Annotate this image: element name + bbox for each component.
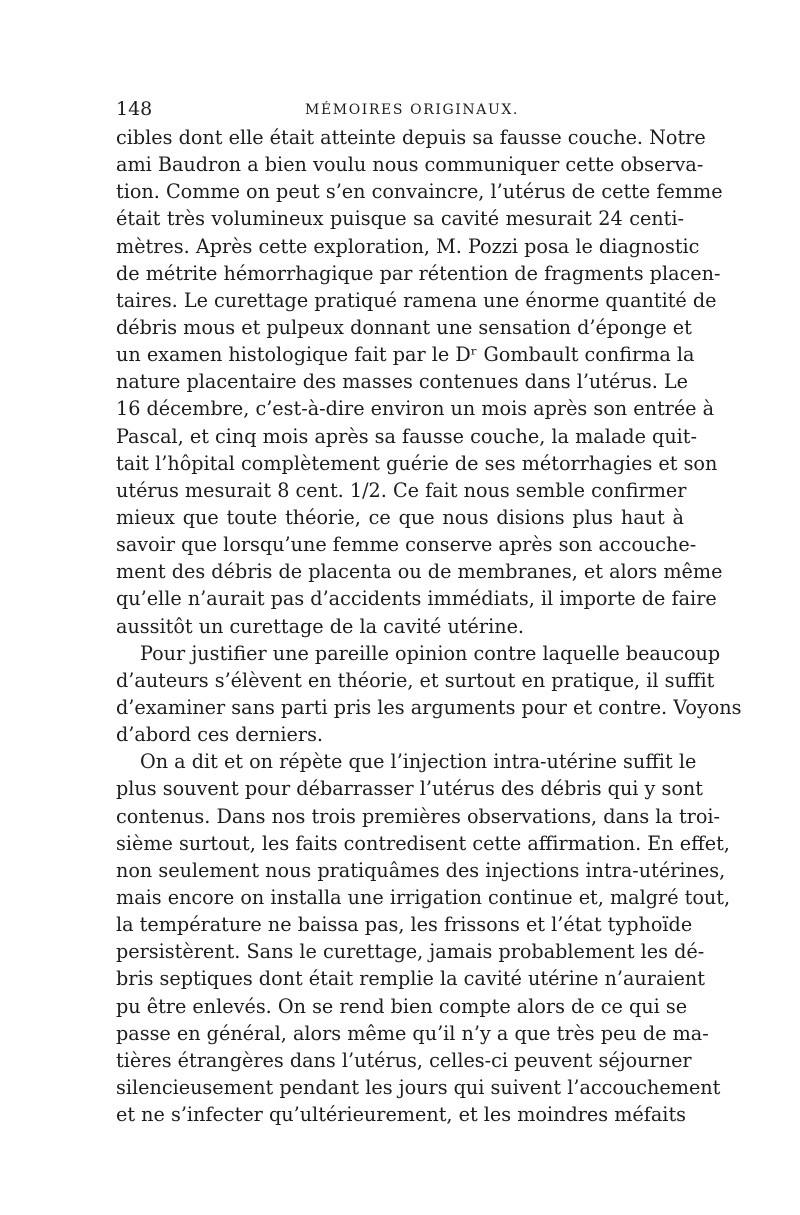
- text-line: ment des débris de placenta ou de membranes, et alors même: [116, 560, 723, 584]
- text-line: sième surtout, les faits contredisent cette affirmation. En effet,: [116, 831, 730, 855]
- text-line: mais encore on installa une irrigation continue et, malgré tout,: [116, 885, 731, 909]
- text-line: tières étrangères dans l’utérus, celles-ci peuvent séjourner: [116, 1048, 692, 1072]
- text-line: ami Baudron a bien voulu nous communiquer cette observa-: [116, 153, 704, 177]
- text-line: persistèrent. Sans le curettage, jamais probablement les dé-: [116, 940, 705, 964]
- running-title: MÉMOIRES ORIGINAUX.: [305, 102, 519, 118]
- text-line: débris mous et pulpeux donnant une sensation d’éponge et: [116, 315, 692, 339]
- text-line: mieux que toute théorie, ce que nous disions plus haut à: [116, 505, 684, 529]
- text-line: tion. Comme on peut s’en convaincre, l’utérus de cette femme: [116, 180, 723, 204]
- paragraph-end-line: aussitôt un curettage de la cavité utérine.: [116, 614, 525, 638]
- text-line: silencieusement pendant les jours qui suivent l’accouchement: [116, 1075, 721, 1099]
- text-line: Pascal, et cinq mois après sa fausse couche, la malade quit-: [116, 424, 698, 448]
- text-line: d’auteurs s’élèvent en théorie, et surtout en pratique, il suffit: [116, 668, 715, 692]
- paragraph-end-line: d’abord ces derniers.: [116, 723, 324, 747]
- text-line: taires. Le curettage pratiqué ramena une énorme quantité de: [116, 288, 717, 312]
- text-line: nature placentaire des masses contenues dans l’utérus. Le: [116, 370, 689, 394]
- page-number: 148: [116, 98, 153, 120]
- text-line: la température ne baissa pas, les frissons et l’état typhoïde: [116, 913, 693, 937]
- paragraph-start-line: On a dit et on répète que l’injection intra-utérine suffit le: [140, 750, 697, 774]
- text-line: plus souvent pour débarrasser l’utérus des débris qui y sont: [116, 777, 703, 801]
- text-line: était très volumineux puisque sa cavité mesurait 24 centi-: [116, 207, 684, 231]
- page-header: [116, 94, 684, 124]
- text-line: un examen histologique fait par le Dʳ Gombault confirma la: [116, 343, 695, 367]
- text-line: passe en général, alors même qu’il n’y a que très peu de ma-: [116, 1021, 709, 1045]
- text-line: contenus. Dans nos trois premières observations, dans la troi-: [116, 804, 720, 828]
- text-line: savoir que lorsqu’une femme conserve après son accouche-: [116, 533, 697, 557]
- text-line: non seulement nous pratiquâmes des injections intra-utérines,: [116, 858, 726, 882]
- text-line: 16 décembre, c’est-à-dire environ un mois après son entrée à: [116, 397, 715, 421]
- text-line: tait l’hôpital complètement guérie de ses métorrhagies et son: [116, 451, 718, 475]
- text-line: et ne s’infecter qu’ultérieurement, et les moindres méfaits: [116, 1103, 687, 1127]
- text-line: qu’elle n’aurait pas d’accidents immédiats, il importe de faire: [116, 587, 717, 611]
- body-text: [116, 124, 742, 1128]
- paragraph-start-line: Pour justifier une pareille opinion contre laquelle beaucoup: [140, 641, 721, 665]
- text-line: d’examiner sans parti pris les arguments pour et contre. Voyons: [116, 695, 742, 719]
- text-line: mètres. Après cette exploration, M. Pozzi posa le diagnostic: [116, 234, 700, 258]
- text-line: pu être enlevés. On se rend bien compte alors de ce qui se: [116, 994, 688, 1018]
- text-line: bris septiques dont était remplie la cavité utérine n’auraient: [116, 967, 705, 991]
- text-line: utérus mesurait 8 cent. 1/2. Ce fait nous semble confirmer: [116, 478, 687, 502]
- text-line: cibles dont elle était atteinte depuis sa fausse couche. Notre: [116, 126, 706, 149]
- text-line: de métrite hémorrhagique par rétention de fragments placen-: [116, 261, 721, 285]
